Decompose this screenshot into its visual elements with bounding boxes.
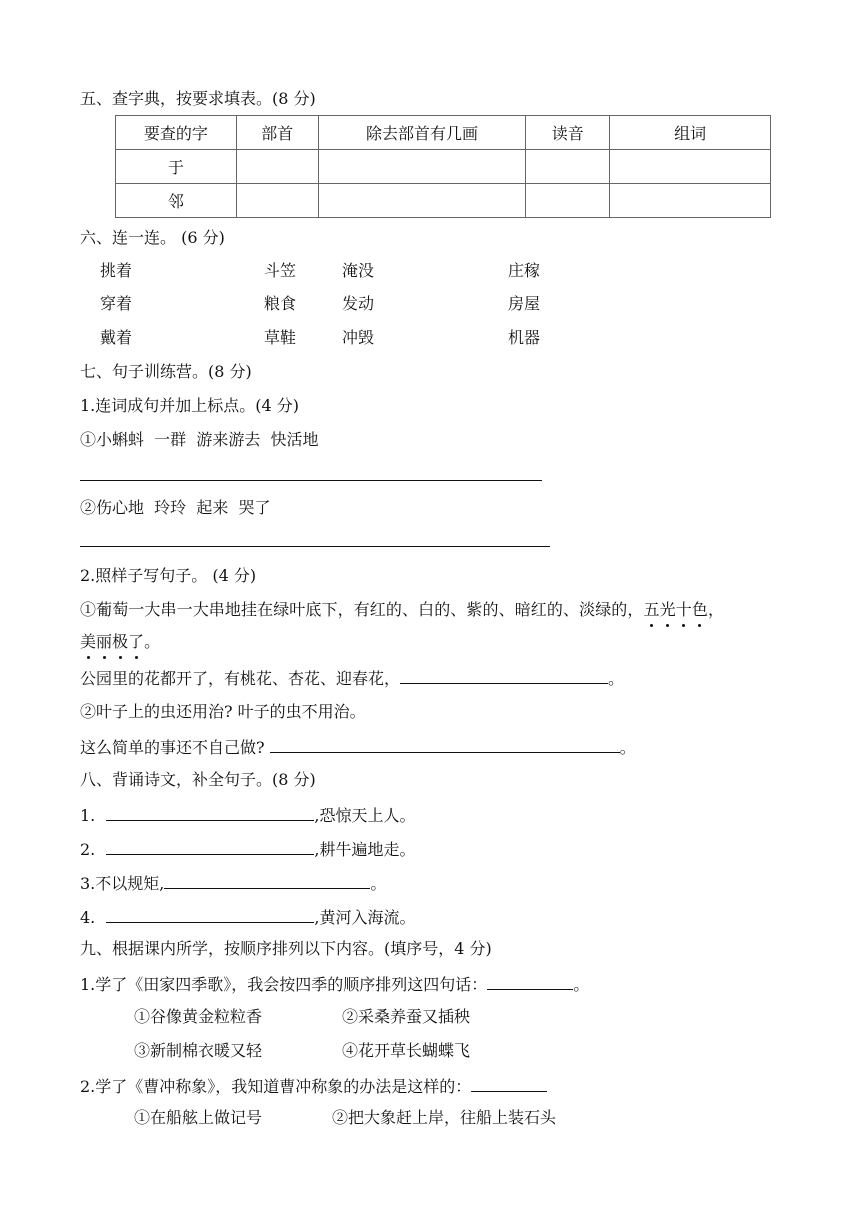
example-punct: ，	[707, 600, 725, 619]
question-title: 1.连词成句并加上标点。(4 分)	[80, 396, 300, 415]
match-item[interactable]: 机器	[508, 328, 541, 347]
table-header-cell: 除去部首有几画	[318, 116, 526, 150]
match-item[interactable]: 穿着	[100, 294, 133, 313]
emphasis-char: 色	[691, 600, 708, 619]
match-item[interactable]: 淹没	[342, 261, 375, 280]
table-header-cell: 读音	[526, 116, 610, 150]
question-text: 2.学了《曹冲称象》，我知道曹冲称象的办法是这样的：	[80, 1077, 472, 1096]
word-list: ①小蝌蚪 一群 游来游去 快活地	[80, 430, 319, 449]
emphasis-char: 美	[80, 632, 97, 651]
item-number: 4.	[80, 908, 96, 927]
dictionary-table	[115, 115, 771, 218]
section-5-title: 五、查字典，按要求填表。(8 分)	[80, 89, 316, 108]
example-sentence-cont	[80, 632, 160, 652]
period: 。	[619, 738, 636, 757]
question-text: 1.学了《田家四季歌》，我会按四季的顺序排列这四句话：	[80, 975, 488, 994]
example-end: 。	[144, 632, 161, 651]
question-line	[80, 973, 589, 995]
poem-text: ,黄河入海流。	[314, 908, 416, 927]
answer-line[interactable]	[80, 480, 542, 481]
question-title: 2.照样子写句子。 (4 分)	[80, 566, 257, 585]
answer-blank[interactable]	[164, 872, 370, 889]
item-number: 1.	[80, 806, 96, 825]
fill-text: 公园里的花都开了，有桃花、杏花、迎春花，	[80, 669, 401, 688]
match-item[interactable]: 戴着	[100, 328, 133, 347]
match-item[interactable]: 房屋	[508, 294, 541, 313]
answer-blank[interactable]	[106, 906, 314, 923]
question-line	[80, 1075, 547, 1097]
table-header-row	[116, 116, 771, 150]
fill-sentence	[80, 736, 636, 758]
period: 。	[573, 975, 590, 994]
option-item: ④花开草长蝴蝶飞	[342, 1041, 471, 1060]
table-row	[116, 184, 771, 218]
fill-text: 这么简单的事还不自己做?	[80, 738, 265, 757]
section-6-title: 六、连一连。 (6 分)	[80, 228, 225, 247]
poem-line	[80, 838, 415, 860]
table-header-cell: 部首	[236, 116, 318, 150]
table-cell-blank[interactable]	[610, 150, 771, 184]
item-number: 3.	[80, 874, 96, 893]
poem-text: ,耕牛遍地走。	[314, 840, 416, 859]
poem-line	[80, 906, 415, 928]
option-item: ③新制棉衣暖又轻	[134, 1041, 263, 1060]
table-cell-character: 于	[116, 150, 237, 184]
section-8-title: 八、背诵诗文，补全句子。(8 分)	[80, 770, 316, 789]
example-sentence	[80, 600, 724, 620]
option-item: ②把大象赶上岸，往船上装石头	[332, 1108, 557, 1127]
option-item: ②采桑养蚕又插秧	[342, 1007, 471, 1026]
item-number: 2.	[80, 840, 96, 859]
table-cell-blank[interactable]	[236, 184, 318, 218]
fill-sentence	[80, 667, 624, 689]
emphasis-char: 丽	[96, 632, 113, 651]
poem-line	[80, 872, 386, 894]
answer-blank[interactable]	[471, 1075, 547, 1092]
emphasis-char: 五	[643, 600, 660, 619]
match-item[interactable]: 庄稼	[508, 261, 541, 280]
answer-blank[interactable]	[400, 667, 608, 684]
answer-blank[interactable]	[106, 804, 314, 821]
table-row	[116, 150, 771, 184]
answer-blank[interactable]	[487, 973, 573, 990]
option-item: ①在船舷上做记号	[134, 1108, 263, 1127]
table-header-cell: 组词	[610, 116, 771, 150]
poem-text: 不以规矩,	[95, 874, 165, 893]
table-cell-blank[interactable]	[236, 150, 318, 184]
table-header-cell: 要查的字	[116, 116, 237, 150]
match-item[interactable]: 草鞋	[264, 328, 297, 347]
section-9-title: 九、根据课内所学，按顺序排列以下内容。(填序号，4 分)	[80, 939, 492, 958]
period: 。	[608, 669, 625, 688]
match-item[interactable]: 挑着	[100, 261, 133, 280]
answer-blank[interactable]	[270, 736, 620, 753]
example-sentence: ②叶子上的虫还用治? 叶子的虫不用治。	[80, 702, 366, 721]
match-item[interactable]: 斗笠	[264, 261, 297, 280]
emphasis-char: 光	[659, 600, 676, 619]
match-item[interactable]: 发动	[342, 294, 375, 313]
emphasis-char: 极	[112, 632, 129, 651]
table-cell-blank[interactable]	[610, 184, 771, 218]
poem-text: 。	[370, 874, 387, 893]
table-cell-blank[interactable]	[318, 184, 526, 218]
table-cell-blank[interactable]	[318, 150, 526, 184]
section-7-title: 七、句子训练营。(8 分)	[80, 362, 252, 381]
word-list: ②伤心地 玲玲 起来 哭了	[80, 498, 271, 517]
option-item: ①谷像黄金粒粒香	[134, 1007, 263, 1026]
poem-text: ,恐惊天上人。	[314, 806, 416, 825]
match-item[interactable]: 冲毁	[342, 328, 375, 347]
answer-line[interactable]	[80, 546, 550, 547]
poem-line	[80, 804, 415, 826]
match-item[interactable]: 粮食	[264, 294, 297, 313]
table-cell-blank[interactable]	[526, 150, 610, 184]
answer-blank[interactable]	[106, 838, 314, 855]
example-text: ①葡萄一大串一大串地挂在绿叶底下，有红的、白的、紫的、暗红的、淡绿的，	[80, 600, 644, 619]
emphasis-char: 十	[675, 600, 692, 619]
emphasis-char: 了	[128, 632, 145, 651]
table-cell-blank[interactable]	[526, 184, 610, 218]
table-cell-character: 邻	[116, 184, 237, 218]
